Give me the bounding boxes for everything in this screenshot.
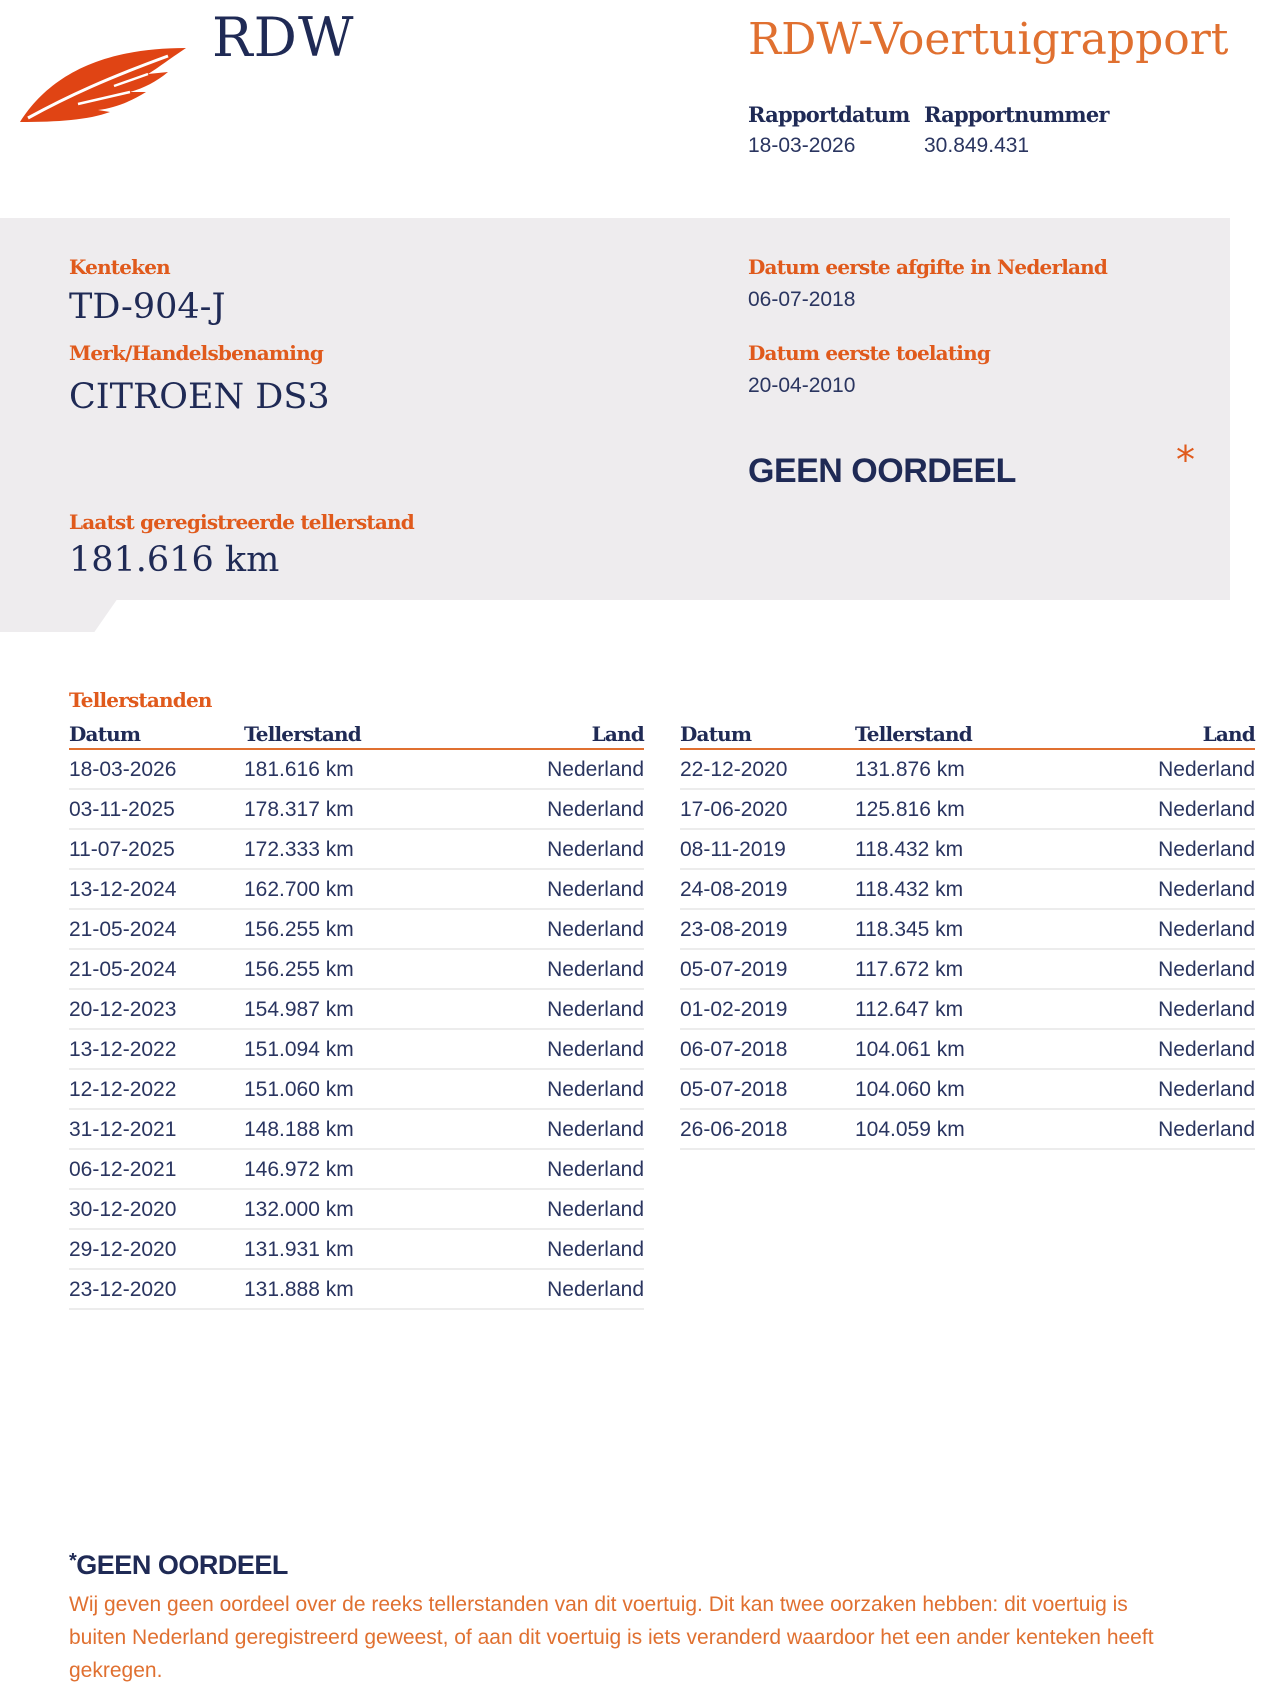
row-date: 13-12-2022 [69,1037,177,1061]
row-odometer: 146.972 km [244,1157,354,1181]
row-date: 24-08-2019 [680,877,788,901]
row-country: Nederland [547,997,644,1021]
footnote-title-text: GEEN OORDEEL [76,1550,288,1580]
row-country: Nederland [547,1037,644,1061]
row-date: 21-05-2024 [69,917,177,941]
column-header-odometer: Tellerstand [244,722,361,746]
footnote-title [69,1550,288,1581]
row-odometer: 172.333 km [244,837,354,861]
row-odometer: 178.317 km [244,797,354,821]
report-number-label: Rapportnummer [924,102,1109,127]
row-odometer: 156.255 km [244,957,354,981]
row-country: Nederland [1158,797,1255,821]
table-row [69,1231,644,1270]
row-odometer: 162.700 km [244,877,354,901]
row-odometer: 118.432 km [855,837,964,861]
plate-label: Kenteken [69,255,170,279]
row-date: 31-12-2021 [69,1117,177,1141]
column-header-country: Land [1202,722,1255,746]
row-country: Nederland [547,797,644,821]
last-odometer-label: Laatst geregistreerde tellerstand [69,510,414,534]
table-row [69,1071,644,1110]
column-header-odometer: Tellerstand [855,722,972,746]
row-date: 06-12-2021 [69,1157,177,1181]
row-country: Nederland [1158,917,1255,941]
table-row [69,1031,644,1070]
row-country: Nederland [547,1157,644,1181]
row-odometer: 132.000 km [244,1197,354,1221]
row-odometer: 125.816 km [855,797,965,821]
row-date: 26-06-2018 [680,1117,788,1141]
rdw-logo-icon [18,38,188,128]
verdict-footnote-marker: * [1176,438,1195,482]
row-odometer: 181.616 km [244,757,354,781]
table-row [69,951,644,990]
panel-tab-decoration [0,598,118,632]
row-date: 06-07-2018 [680,1037,788,1061]
row-country: Nederland [1158,997,1255,1021]
row-odometer: 131.876 km [855,757,965,781]
row-date: 12-12-2022 [69,1077,177,1101]
table-row [680,951,1255,990]
row-odometer: 148.188 km [244,1117,354,1141]
row-date: 23-12-2020 [69,1277,177,1301]
table-row [69,751,644,790]
odometer-table-left [69,716,644,1310]
plate-value: TD-904-J [69,287,226,327]
row-country: Nederland [1158,1077,1255,1101]
row-date: 13-12-2024 [69,877,177,901]
row-odometer: 118.345 km [855,917,964,941]
odometer-section-title: Tellerstanden [69,688,212,712]
column-header-date: Datum [680,722,752,746]
table-row [680,1071,1255,1110]
row-odometer: 104.061 km [855,1037,965,1061]
row-country: Nederland [547,1077,644,1101]
report-date-label: Rapportdatum [748,102,910,127]
last-odometer-value: 181.616 km [69,540,280,580]
make-label: Merk/Handelsbenaming [69,341,324,365]
table-row [680,991,1255,1030]
row-date: 22-12-2020 [680,757,788,781]
table-header [69,716,644,750]
row-country: Nederland [1158,837,1255,861]
row-odometer: 156.255 km [244,917,354,941]
row-date: 17-06-2020 [680,797,788,821]
row-date: 03-11-2025 [69,797,175,821]
row-date: 23-08-2019 [680,917,788,941]
row-country: Nederland [547,957,644,981]
first-nl-label: Datum eerste afgifte in Nederland [748,255,1108,279]
row-country: Nederland [547,877,644,901]
row-country: Nederland [1158,1117,1255,1141]
row-odometer: 151.094 km [244,1037,354,1061]
table-row [69,1191,644,1230]
brand-name: RDW [212,6,355,69]
row-date: 20-12-2023 [69,997,177,1021]
row-odometer: 104.059 km [855,1117,965,1141]
column-header-country: Land [591,722,644,746]
table-row [680,831,1255,870]
table-row [69,831,644,870]
row-odometer: 104.060 km [855,1077,965,1101]
row-date: 29-12-2020 [69,1237,177,1261]
footnote-marker: * [69,1550,77,1572]
table-row [69,871,644,910]
table-row [69,911,644,950]
row-odometer: 131.931 km [244,1237,354,1261]
row-country: Nederland [547,1197,644,1221]
report-title: RDW-Voertuigrapport [748,14,1229,65]
table-row [69,1271,644,1310]
odometer-table-right [680,716,1255,1150]
table-row [69,1151,644,1190]
table-row [69,1111,644,1150]
row-date: 30-12-2020 [69,1197,177,1221]
row-date: 11-07-2025 [69,837,175,861]
footnote-text: Wij geven geen oordeel over de reeks tellerstanden van dit voertuig. Dit kan twee oorzaken hebben: dit voertuig is buiten Nederland geregistreerd geweest, of aan dit voertuig is iets veranderd waardoor het een ander kenteken heeft gekregen. [69,1593,1154,1682]
row-date: 01-02-2019 [680,997,788,1021]
table-row [680,1111,1255,1150]
row-country: Nederland [547,917,644,941]
row-date: 05-07-2019 [680,957,788,981]
row-country: Nederland [547,1277,644,1301]
row-odometer: 117.672 km [855,957,964,981]
row-date: 21-05-2024 [69,957,177,981]
row-odometer: 151.060 km [244,1077,354,1101]
row-date: 05-07-2018 [680,1077,788,1101]
first-admission-label: Datum eerste toelating [748,341,990,365]
row-country: Nederland [547,1237,644,1261]
row-odometer: 154.987 km [244,997,354,1021]
table-row [69,991,644,1030]
report-number: 30.849.431 [924,134,1030,157]
row-country: Nederland [547,837,644,861]
row-odometer: 118.432 km [855,877,964,901]
table-row [680,1031,1255,1070]
row-country: Nederland [1158,757,1255,781]
row-odometer: 131.888 km [244,1277,354,1301]
row-country: Nederland [1158,957,1255,981]
row-country: Nederland [547,757,644,781]
row-country: Nederland [1158,877,1255,901]
column-header-date: Datum [69,722,141,746]
row-date: 08-11-2019 [680,837,786,861]
row-odometer: 112.647 km [855,997,964,1021]
table-row [680,791,1255,830]
row-country: Nederland [1158,1037,1255,1061]
table-row [680,751,1255,790]
first-admission-value: 20-04-2010 [748,374,856,397]
report-date: 18-03-2026 [748,134,856,157]
table-row [69,791,644,830]
row-date: 18-03-2026 [69,757,177,781]
make-value: CITROEN DS3 [69,377,330,417]
first-nl-value: 06-07-2018 [748,288,856,311]
odometer-verdict: GEEN OORDEEL [748,452,1016,490]
table-row [680,911,1255,950]
row-country: Nederland [547,1117,644,1141]
table-header [680,716,1255,750]
table-row [680,871,1255,910]
